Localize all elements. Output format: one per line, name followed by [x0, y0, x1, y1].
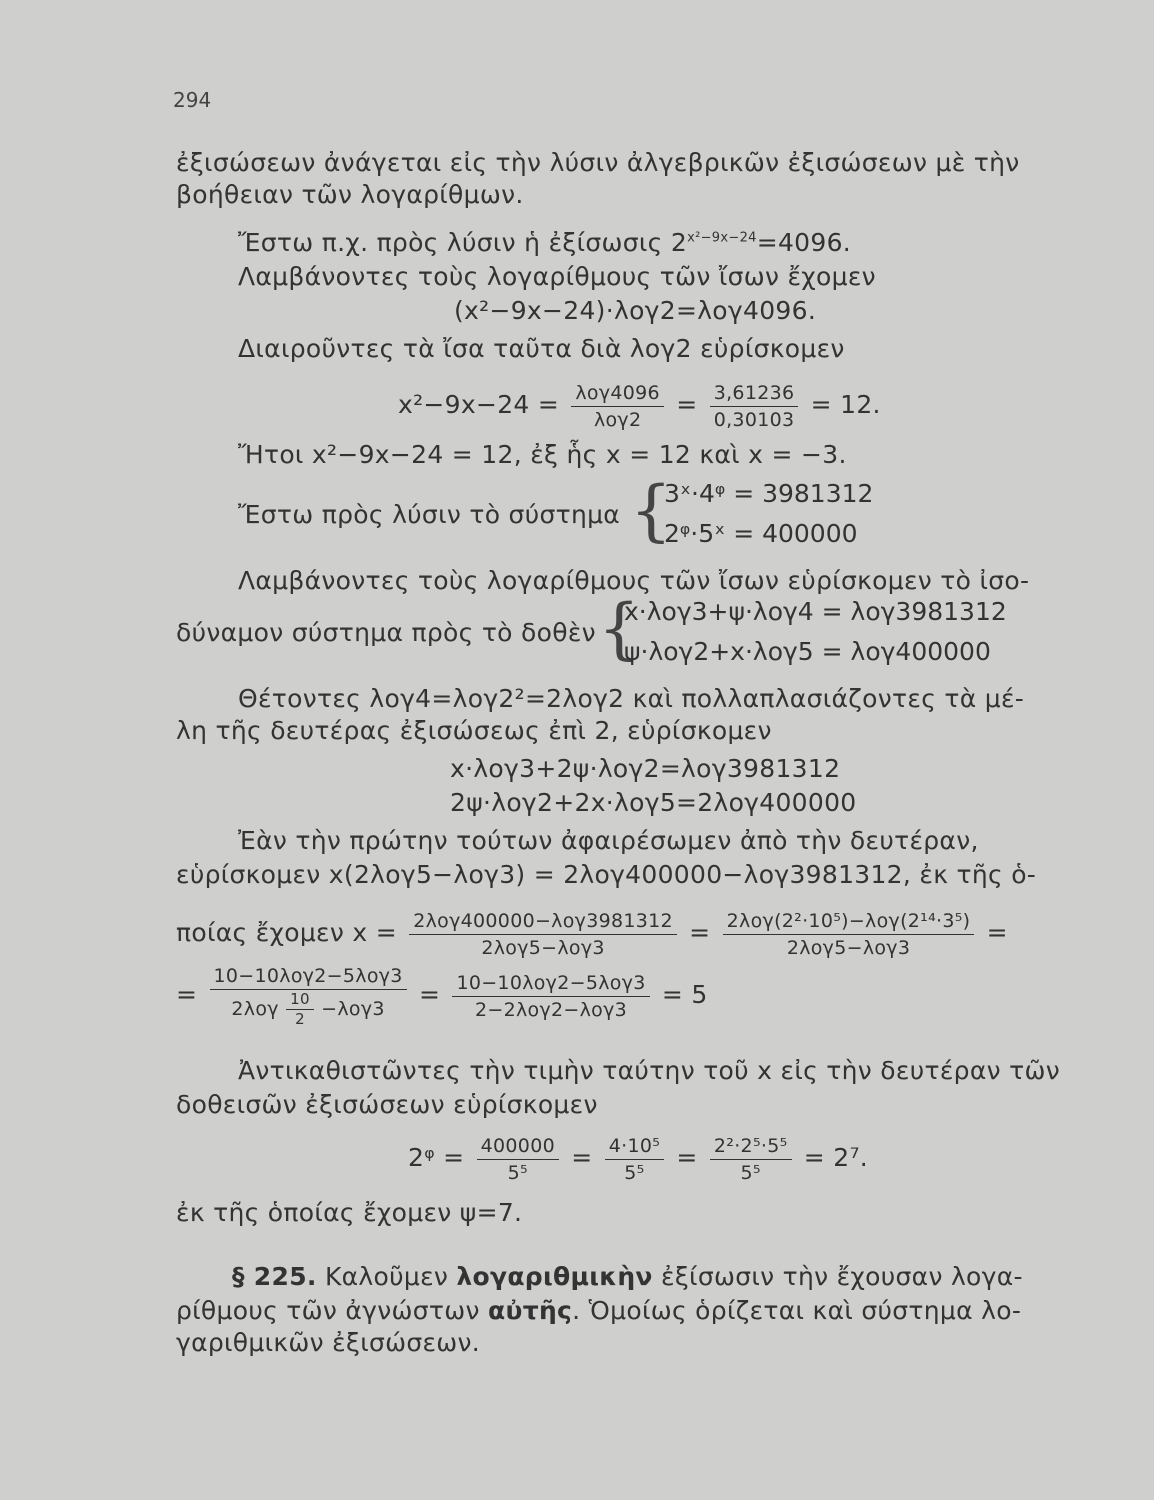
- equation-rhs: = 12.: [810, 390, 881, 419]
- numerator: 10−10λογ2−5λογ3: [452, 971, 649, 997]
- equation-lhs: 2ᵠ =: [408, 1143, 465, 1172]
- equation-rhs: = 2⁷.: [803, 1143, 869, 1172]
- numerator: 4·10⁵: [605, 1134, 664, 1160]
- paragraph-line: Λαμβάνοντες τοὺς λογαρίθμους τῶν ἴσων ἔχομεν: [238, 262, 876, 291]
- left-brace: {: [630, 472, 672, 549]
- paragraph-line: Ἐὰν τὴν πρώτην τούτων ἀφαιρέσωμεν ἀπὸ τὴν δευτέραν,: [238, 826, 979, 855]
- denominator: 0,30103: [713, 408, 795, 431]
- page-number: 294: [173, 88, 212, 112]
- denominator: 5⁵: [507, 1161, 528, 1184]
- paragraph-line: Ἤτοι x²−9x−24 = 12, ἐξ ἧς x = 12 καὶ x = −3.: [238, 440, 847, 469]
- denominator-part: 2λογ: [231, 998, 279, 1020]
- paragraph-line: εὑρίσκομεν x(2λογ5−λογ3) = 2λογ400000−λογ3981312, ἐκ τῆς ὁ-: [176, 860, 1037, 889]
- left-brace: {: [598, 590, 640, 667]
- section-line: γαριθμικῶν ἐξισώσεων.: [176, 1328, 481, 1357]
- paragraph-line: δοθεισῶν ἐξισώσεων εὑρίσκομεν: [176, 1090, 598, 1119]
- equation-fraction-line: [176, 902, 1008, 964]
- numerator: 10: [286, 991, 314, 1010]
- denominator: λογ2: [593, 408, 642, 431]
- fraction: [210, 964, 407, 1028]
- paragraph-line: ἐξισώσεων ἀνάγεται εἰς τὴν λύσιν ἀλγεβρικῶν ἐξισώσεων μὲ τὴν: [176, 148, 1020, 177]
- paragraph-line: βοήθειαν τῶν λογαρίθμων.: [176, 180, 524, 209]
- numerator: 2λογ(2²·10⁵)−λογ(2¹⁴·3⁵): [723, 909, 975, 935]
- denominator: 5⁵: [740, 1161, 761, 1184]
- fraction: [605, 1134, 664, 1185]
- equation: (x²−9x−24)·λογ2=λογ4096.: [454, 296, 817, 325]
- equals-sign: =: [986, 918, 1008, 947]
- equals-sign: =: [689, 918, 711, 947]
- numerator: 10−10λογ2−5λογ3: [210, 964, 407, 990]
- system-equation: 3ˣ·4ᵠ = 3981312: [664, 479, 874, 508]
- equation-rhs: =4096.: [756, 228, 852, 257]
- denominator: 2λογ5−λογ3: [481, 936, 605, 959]
- paragraph-line: Ἀντικαθιστῶντες τὴν τιμὴν ταύτην τοῦ x εἰς τὴν δευτέραν τῶν: [238, 1056, 1060, 1085]
- equals-sign: =: [571, 1143, 593, 1172]
- exponent: x²−9x−24: [687, 230, 757, 246]
- equals-sign: =: [418, 980, 441, 1009]
- fraction: [452, 971, 649, 1022]
- numerator: 3,61236: [710, 381, 799, 407]
- paragraph-line: Λαμβάνοντες τοὺς λογαρίθμους τῶν ἴσων εὑρίσκομεν τὸ ἰσο-: [238, 566, 1030, 595]
- section-text: ρίθμους τῶν ἀγνώστων: [176, 1296, 480, 1325]
- numerator: 400000: [477, 1134, 559, 1160]
- section-number: § 225.: [232, 1262, 317, 1291]
- section-line: [176, 1296, 1021, 1326]
- section-line: [232, 1262, 1023, 1292]
- paragraph-line: δύναμον σύστημα πρὸς τὸ δοθὲν: [176, 618, 596, 647]
- paragraph-line: λη τῆς δευτέρας ἐξισώσεως ἐπὶ 2, εὑρίσκομεν: [176, 716, 772, 745]
- equation-fraction-line: [398, 375, 881, 435]
- numerator: λογ4096: [571, 381, 664, 407]
- equation-lhs: x²−9x−24 =: [398, 390, 560, 419]
- system-equation: ψ·λογ2+x·λογ5 = λογ400000: [624, 637, 991, 666]
- paragraph-line: Θέτοντες λογ4=λογ2²=2λογ2 καὶ πολλαπλασιάζοντες τὰ μέ-: [238, 684, 1025, 713]
- inner-fraction: [286, 991, 314, 1028]
- system-intro: Ἔστω πρὸς λύσιν τὸ σύστημα: [238, 500, 621, 529]
- equals-sign: =: [676, 1143, 698, 1172]
- equation-fraction-line: [176, 960, 708, 1030]
- equation-lhs: ποίας ἔχομεν x =: [176, 918, 397, 947]
- denominator: 2−2λογ2−λογ3: [475, 998, 628, 1021]
- denominator: 2λογ5−λογ3: [786, 936, 911, 959]
- denominator: 5⁵: [624, 1161, 645, 1184]
- example-intro: [238, 228, 851, 258]
- fraction: [723, 909, 975, 960]
- fraction: [477, 1134, 559, 1185]
- result: = 5: [661, 980, 708, 1009]
- equals-sign: =: [676, 390, 698, 419]
- equation: 2ψ·λογ2+2x·λογ5=2λογ400000: [450, 788, 857, 817]
- numerator: 2λογ400000−λογ3981312: [409, 909, 677, 935]
- denominator: [227, 990, 388, 1028]
- fraction: [710, 1134, 792, 1185]
- section-text: Καλοῦμεν: [324, 1262, 449, 1291]
- equals-sign: =: [176, 980, 198, 1009]
- equation-fraction-line: [408, 1128, 868, 1188]
- fraction: [409, 909, 677, 960]
- fraction: [571, 381, 664, 432]
- system-equation: 2ᵠ·5ˣ = 400000: [664, 519, 858, 548]
- equation: x·λογ3+2ψ·λογ2=λογ3981312: [450, 754, 841, 783]
- paragraph-line: ἐκ τῆς ὁποίας ἔχομεν ψ=7.: [176, 1198, 523, 1227]
- paragraph-line: Διαιροῦντες τὰ ἴσα ταῦτα διὰ λογ2 εὑρίσκομεν: [238, 334, 845, 363]
- fraction: [710, 381, 799, 432]
- defined-term: λογαριθμικὴν: [456, 1262, 653, 1291]
- emphasized-word: αὐτῆς: [488, 1296, 573, 1325]
- denominator-part: −λογ3: [321, 998, 385, 1020]
- numerator: 2²·2⁵·5⁵: [710, 1134, 792, 1160]
- example-intro-text: Ἔστω π.χ. πρὸς λύσιν ἡ ἐξίσωσις 2: [238, 228, 688, 257]
- section-text: ἐξίσωσιν τὴν ἔχουσαν λογα-: [661, 1262, 1023, 1291]
- section-text: . Ὁμοίως ὁρίζεται καὶ σύστημα λο-: [572, 1296, 1022, 1325]
- denominator: 2: [295, 1010, 305, 1028]
- system-equation: x·λογ3+ψ·λογ4 = λογ3981312: [624, 597, 1007, 626]
